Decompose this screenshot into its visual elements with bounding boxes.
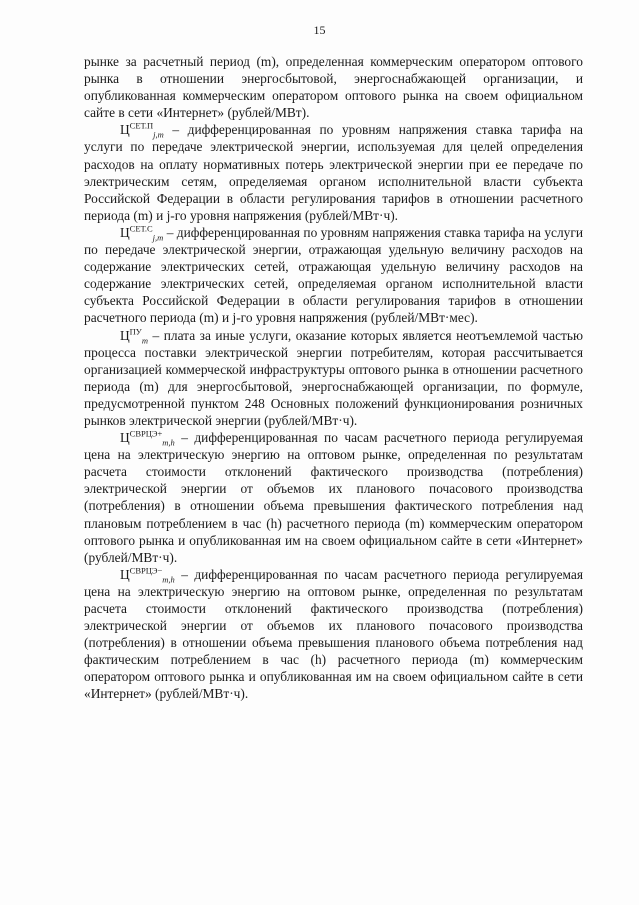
definition-paragraph	[84, 429, 583, 566]
definition-text: – плата за иные услуги, оказание которых является неотъемлемой частью процесса поставки электрической энергии потребителям, которая рассчитывается организацией коммерческой инфраструктуры оптового рынка в отношении расчетного периода (m) для энергосбытовой, энергоснабжающей организации, по формуле, предусмотренной пунктом 248 Основных положений функционирования розничных рынков электрической энергии (рублей/МВт·ч).	[84, 327, 583, 428]
paragraph-text: рынке за расчетный период (m), определенная коммерческим оператором оптового рынка в отношении энергосбытовой, энергоснабжающей организации, и опубликованная коммерческим оператором оптового рынка на своем официальном сайте в сети «Интернет» (рублей/МВт).	[84, 54, 583, 121]
page-number: 15	[313, 23, 326, 37]
formula-symbol: $Ц^{СВРЦЭ+}_{m,h}$	[120, 428, 175, 448]
definition-paragraph	[84, 121, 583, 224]
formula-symbol: $Ц^{СВРЦЭ-}_{m,h}$	[120, 565, 175, 585]
definition-text: – дифференцированная по уровням напряжения ставка тарифа на услуги по передаче электрической энергии, отражающая удельную величину расходов на содержание электрических сетей, отражающая удельную величину расходов на содержание электрических сетей, определяемая органом исполнительной власти субъекта Российской Федерации в области регулирования тарифов в отношении расчетного периода (m) и j-го уровня напряжения (рублей/МВт·мес).	[84, 224, 583, 326]
definition-text: – дифференцированная по часам расчетного периода регулируемая цена на электрическую энергию на оптовом рынке, определенная по результатам расчета стоимости отклонений фактического производства (потребления) электрической энергии от объемов их планового почасового производства (потребления) в отношении объема превышения фактического потребления над плановым потреблением в час (h) расчетного периода (m) коммерческим оператором оптового рынка и опубликованная им на своем официальном сайте в сети «Интернет» (рублей/МВт·ч).	[84, 430, 583, 565]
definition-text: – дифференцированная по часам расчетного периода регулируемая цена на электрическую энергию на оптовом рынке, определенная по результатам расчета стоимости отклонений фактического производства (потребления) электрической энергии от объемов их планового почасового производства (потребления) в отношении объема превышения планового объема потребления над фактическим потреблением в час (h) расчетного периода (m) коммерческим оператором оптового рынка и опубликованная им на своем официальном сайте в сети «Интернет» (рублей/МВт·ч).	[84, 566, 583, 702]
formula-symbol: $Ц^{ПУ}_m$	[120, 326, 148, 346]
paragraph-continuation	[84, 53, 583, 121]
definition-paragraph	[84, 327, 583, 430]
formula-symbol: $Ц^{СЕТ.С}_{j,m}$	[120, 223, 164, 243]
definition-paragraph	[84, 224, 583, 327]
formula-symbol: $Ц^{СЕТ.П}_{j,m}$	[120, 120, 164, 141]
definition-paragraph	[84, 566, 583, 703]
document-body	[84, 53, 583, 703]
definition-text: – дифференцированная по уровням напряжения ставка тарифа на услуги по передаче электрической энергии, используемая для целей определения расходов на оплату нормативных потерь электрической энергии при ее передаче по электрическим сетям, определяемая органом исполнительной власти субъекта Российской Федерации в области регулирования тарифов в отношении расчетного периода (m) и j-го уровня напряжения (рублей/МВт·ч).	[84, 122, 583, 223]
